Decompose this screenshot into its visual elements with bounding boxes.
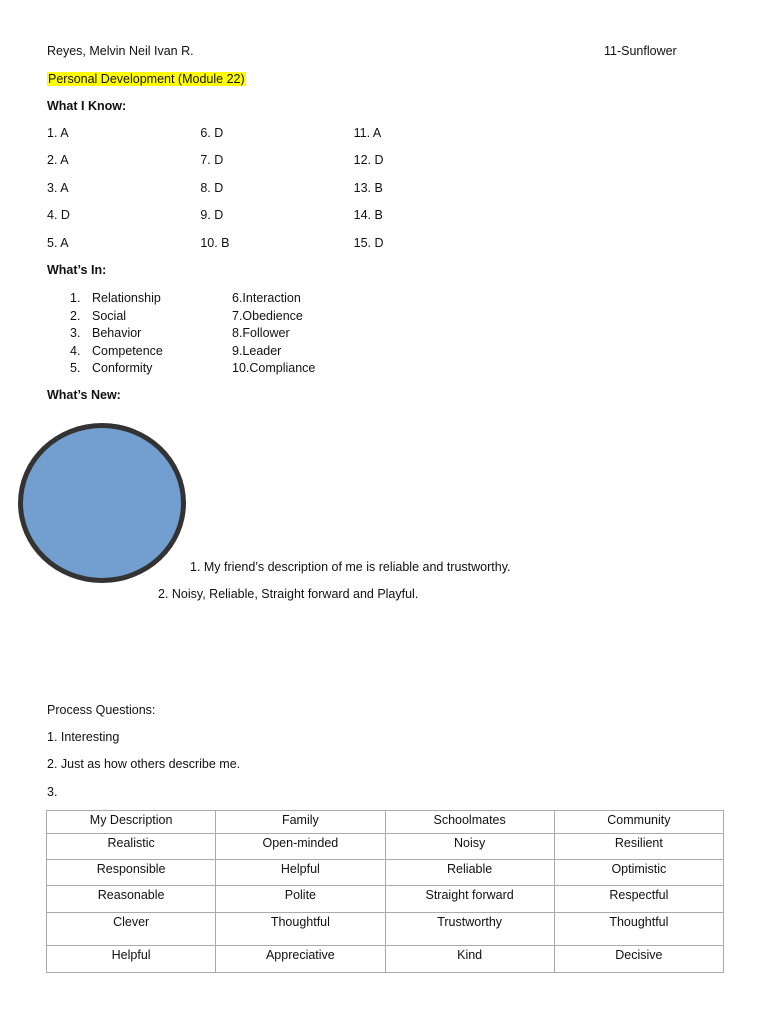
table-cell: Reliable bbox=[385, 860, 554, 886]
whats-in-right-list bbox=[232, 291, 315, 379]
list-text: Social bbox=[92, 308, 127, 323]
answer-item: 13. B bbox=[353, 180, 383, 195]
table-cell: Straight forward bbox=[385, 886, 554, 913]
list-item bbox=[70, 361, 163, 379]
table-cell: Polite bbox=[216, 886, 385, 913]
table-cell: Responsible bbox=[47, 860, 216, 886]
list-item: 10.Compliance bbox=[232, 361, 316, 376]
list-item: 8.Follower bbox=[232, 326, 290, 341]
table-cell: Thoughtful bbox=[216, 913, 385, 946]
answer-item: 8. D bbox=[200, 180, 224, 195]
table-row bbox=[47, 946, 724, 973]
table-cell: Noisy bbox=[385, 834, 554, 860]
what-i-know-answers bbox=[47, 126, 507, 263]
table-cell: Helpful bbox=[47, 946, 216, 973]
answer-row bbox=[47, 236, 507, 263]
answer-item: 4. D bbox=[47, 208, 70, 223]
list-number: 1. bbox=[70, 291, 81, 305]
description-table bbox=[46, 810, 724, 973]
list-number: 4. bbox=[70, 343, 81, 358]
list-text: Behavior bbox=[92, 326, 142, 341]
table-row bbox=[47, 886, 724, 913]
answer-item: 10. B bbox=[200, 235, 230, 250]
list-number: 2. bbox=[70, 308, 81, 323]
table-cell: Respectful bbox=[554, 886, 723, 913]
list-text: Relationship bbox=[92, 291, 161, 305]
list-item bbox=[70, 344, 163, 362]
table-cell: Helpful bbox=[216, 860, 385, 886]
answer-item: 12. D bbox=[353, 153, 384, 168]
answer-row bbox=[47, 181, 507, 208]
student-section: 11-Sunflower bbox=[604, 44, 677, 58]
table-cell: Decisive bbox=[554, 946, 723, 973]
table-cell: Thoughtful bbox=[554, 913, 723, 946]
list-item bbox=[70, 326, 163, 344]
table-header-row bbox=[47, 811, 724, 834]
table-row bbox=[47, 860, 724, 886]
table-cell: Appreciative bbox=[216, 946, 385, 973]
answer-item: 1. A bbox=[47, 126, 69, 140]
answer-item: 14. B bbox=[353, 208, 383, 223]
student-name: Reyes, Melvin Neil Ivan R. bbox=[47, 44, 194, 58]
list-item: 7.Obedience bbox=[232, 308, 303, 323]
table-row bbox=[47, 834, 724, 860]
table-cell: Reasonable bbox=[47, 886, 216, 913]
whats-new-answer-2: 2. Noisy, Reliable, Straight forward and Playful. bbox=[158, 587, 419, 601]
whats-in-heading: What’s In: bbox=[47, 263, 107, 277]
table-header-cell: Schoolmates bbox=[385, 811, 554, 834]
answer-item: 9. D bbox=[200, 208, 224, 223]
table-cell: Clever bbox=[47, 913, 216, 946]
table-cell: Resilient bbox=[554, 834, 723, 860]
list-item bbox=[70, 291, 163, 309]
list-item: 9.Leader bbox=[232, 343, 282, 358]
process-answer-3: 3. bbox=[47, 785, 58, 799]
list-text: Conformity bbox=[92, 361, 153, 376]
answer-item: 5. A bbox=[47, 235, 69, 250]
whats-in-numbered-list bbox=[70, 291, 163, 379]
answer-item: 6. D bbox=[200, 126, 224, 140]
process-answer-1: 1. Interesting bbox=[47, 730, 120, 744]
blue-circle-shape bbox=[18, 423, 186, 583]
list-item bbox=[70, 309, 163, 327]
table-cell: Open-minded bbox=[216, 834, 385, 860]
list-text: Competence bbox=[92, 343, 163, 358]
answer-row bbox=[47, 126, 507, 153]
table-header-cell: My Description bbox=[47, 811, 216, 834]
table-cell: Realistic bbox=[47, 834, 216, 860]
whats-new-heading: What’s New: bbox=[47, 388, 121, 402]
answer-item: 2. A bbox=[47, 153, 69, 168]
list-number: 3. bbox=[70, 326, 81, 341]
list-item: 6.Interaction bbox=[232, 291, 301, 305]
answer-item: 7. D bbox=[200, 153, 224, 168]
what-i-know-heading: What I Know: bbox=[47, 99, 127, 113]
whats-new-answer-1: 1. My friend’s description of me is reliable and trustworthy. bbox=[190, 560, 511, 574]
table-header-cell: Community bbox=[554, 811, 723, 834]
answer-row bbox=[47, 208, 507, 235]
list-number: 5. bbox=[70, 361, 81, 376]
table-cell: Trustworthy bbox=[385, 913, 554, 946]
process-answer-2: 2. Just as how others describe me. bbox=[47, 757, 241, 771]
answer-item: 3. A bbox=[47, 180, 69, 195]
process-questions-heading: Process Questions: bbox=[47, 703, 156, 717]
table-cell: Kind bbox=[385, 946, 554, 973]
table-header-cell: Family bbox=[216, 811, 385, 834]
answer-row bbox=[47, 153, 507, 180]
answer-item: 11. A bbox=[353, 126, 382, 140]
table-cell: Optimistic bbox=[554, 860, 723, 886]
highlighted-title: Personal Development (Module 22) bbox=[48, 72, 245, 86]
table-row bbox=[47, 913, 724, 946]
document-title bbox=[47, 72, 246, 86]
answer-item: 15. D bbox=[353, 235, 384, 250]
